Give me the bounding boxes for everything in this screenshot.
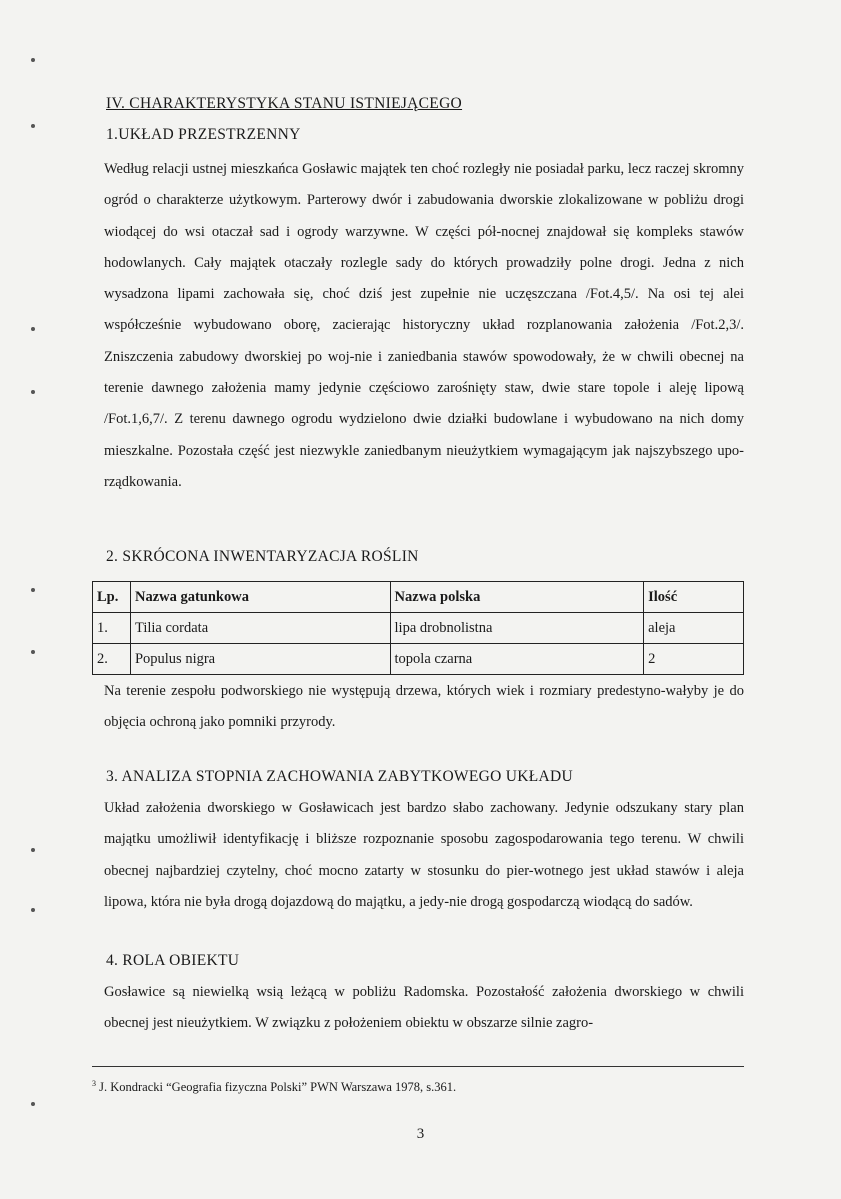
table-cell: 1.: [93, 613, 131, 644]
section3-text: Układ założenia dworskiego w Gosławicach jest bardzo słabo zachowany. Jedynie odszukany stary plan majątku umożliwił identyfikację i bliższe rozpoznanie sposobu zagospodarowania tego terenu. W chwili obecnej najbardziej czytelny, choć mocno zatarty w stosunku do pier-wotnego jest układ stawów i aleja lipowa, która nie była drogą dojazdową do majątku, a jedy-nie drogą gospodarczą wiodącą do sadów.: [104, 800, 744, 910]
plant-inventory-table: [92, 581, 744, 675]
table-header-cell: Ilość: [644, 582, 744, 613]
scan-mark: [31, 848, 35, 852]
table-row: [93, 613, 744, 644]
scan-mark: [31, 390, 35, 394]
table-header-cell: Nazwa gatunkowa: [130, 582, 390, 613]
section1-title: 1.UKŁAD PRZESTRZENNY: [106, 126, 301, 143]
scan-mark: [31, 124, 35, 128]
scan-mark: [31, 908, 35, 912]
table-header-cell: Lp.: [93, 582, 131, 613]
footnote-text: J. Kondracki “Geografia fizyczna Polski” PWN Warszawa 1978, s.361.: [99, 1080, 457, 1095]
footnote-number: 3: [92, 1079, 96, 1088]
section2-title: 2. SKRÓCONA INWENTARYZACJA ROŚLIN: [106, 548, 419, 565]
table-cell: 2: [644, 644, 744, 675]
scan-mark: [31, 327, 35, 331]
table-cell: lipa drobnolistna: [390, 613, 644, 644]
table-cell: 2.: [93, 644, 131, 675]
scan-mark: [31, 1102, 35, 1106]
scan-mark: [31, 588, 35, 592]
table-header-cell: Nazwa polska: [390, 582, 644, 613]
table-header-row: [93, 582, 744, 613]
table-cell: aleja: [644, 613, 744, 644]
section2-text: Na terenie zespołu podworskiego nie występują drzewa, których wiek i rozmiary predestyno-wałyby je do objęcia ochroną jako pomniki przyrody.: [104, 683, 744, 731]
scan-mark: [31, 58, 35, 62]
section3-title: 3. ANALIZA STOPNIA ZACHOWANIA ZABYTKOWEGO UKŁADU: [106, 768, 574, 785]
footnote-divider: [92, 1066, 744, 1067]
section4-text: Gosławice są niewielką wsią leżącą w pobliżu Radomska. Pozostałość założenia dworskiego w chwili obecnej jest nieużytkiem. W związku z położeniem obiektu w obszarze silnie zagro-: [104, 984, 744, 1032]
page-number: 3: [416, 1126, 425, 1142]
table-cell: Populus nigra: [130, 644, 390, 675]
table-cell: topola czarna: [390, 644, 644, 675]
section4-title: 4. ROLA OBIEKTU: [106, 952, 240, 969]
table-row: [93, 644, 744, 675]
table-cell: Tilia cordata: [130, 613, 390, 644]
chapter-heading: IV. CHARAKTERYSTYKA STANU ISTNIEJĄCEGO: [106, 95, 463, 112]
section1-text: Według relacji ustnej mieszkańca Gosławic majątek ten choć rozległy nie posiadał parku, lecz raczej skromny ogród o charakterze użytkowym. Parterowy dwór i zabudowania dworskie zlokalizowane w pobliżu drogi wiodącej do wsi otaczał sad i ogrody warzywne. W części pół-nocnej znajdował się kompleks stawów hodowlanych. Cały majątek otaczały rozlegle sady do których prowadziły polne drogi. Jedna z nich wysadzona lipami zachowała się, choć dziś jest zupełnie nie uczęszczana /Fot.4,5/. Na osi tej alei współcześnie wybudowano oborę, zacierając historyczny układ rozplanowania założenia /Fot.2,3/. Zniszczenia zabudowy dworskiej po woj-nie i zaniedbania stawów spowodowały, że w chwili obecnej na terenie dawnego założenia mamy jedynie częściowo zarośnięty staw, dwie stare topole i aleję lipową /Fot.1,6,7/. Z terenu dawnego ogrodu wydzielono dwie działki budowlane i wybudowano na nich domy mieszkalne. Pozostała część jest niezwykle zaniedbanym nieużytkiem wymagającym jak najszybszego upo-rządkowania.: [104, 161, 744, 490]
scan-mark: [31, 650, 35, 654]
footnote: [92, 1079, 456, 1095]
